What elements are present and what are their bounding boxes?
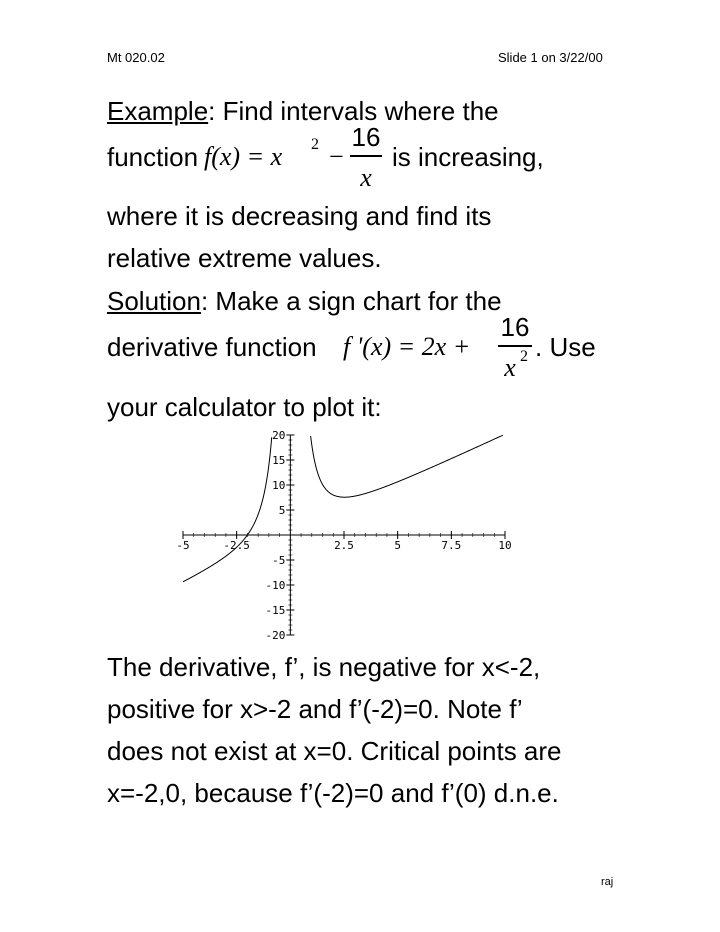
function-definition: f(x) = x bbox=[204, 142, 283, 171]
curve-left-branch bbox=[183, 437, 272, 582]
x-tick-label: 5 bbox=[394, 539, 401, 552]
derivative-fraction-bar bbox=[498, 345, 532, 347]
function-numerator: 16 bbox=[351, 122, 381, 152]
derivative-plot bbox=[175, 425, 515, 645]
x-tick-label: 7.5 bbox=[441, 539, 462, 552]
function-minus: − bbox=[329, 142, 344, 171]
derivative-definition: f '(x) = 2x + bbox=[343, 332, 471, 361]
solution-line-3: your calculator to plot it: bbox=[107, 392, 382, 422]
y-tick-label: -15 bbox=[265, 604, 286, 617]
example-line-4: relative extreme values. bbox=[107, 243, 382, 273]
x-tick-label: -2.5 bbox=[223, 539, 250, 552]
example-line-3: where it is decreasing and find its bbox=[107, 201, 492, 231]
derivative-numerator: 16 bbox=[500, 312, 530, 342]
derivative-denominator: x bbox=[504, 353, 516, 382]
example-increasing-text: is increasing, bbox=[392, 142, 544, 172]
curve-right-branch bbox=[311, 435, 503, 497]
solution-line-1 bbox=[107, 286, 502, 316]
y-tick-label: -20 bbox=[265, 629, 286, 642]
y-tick-label: -5 bbox=[272, 554, 286, 567]
x-tick-label: 2.5 bbox=[334, 539, 354, 552]
function-exponent: 2 bbox=[311, 136, 319, 153]
example-function-word: function bbox=[107, 142, 199, 172]
example-label: Example bbox=[107, 96, 209, 126]
conclusion-line-1: The derivative, f’, is negative for x<-2, bbox=[107, 652, 541, 682]
y-tick-label: 5 bbox=[278, 504, 286, 517]
conclusion-line-2: positive for x>-2 and f’(-2)=0. Note f’ bbox=[107, 694, 523, 724]
footer-initials: raj bbox=[601, 876, 614, 888]
conclusion-line-4: x=-2,0, because f’(-2)=0 and f’(0) d.n.e. bbox=[107, 778, 559, 808]
solution-derivative-text: derivative function bbox=[107, 332, 317, 362]
header-slide-info: Slide 1 on 3/22/00 bbox=[498, 50, 603, 65]
y-tick-label: 20 bbox=[272, 429, 286, 442]
derivative-exponent: 2 bbox=[520, 348, 528, 365]
y-tick-label: -10 bbox=[265, 579, 286, 592]
x-tick-label: 10 bbox=[498, 539, 512, 552]
y-tick-label: 15 bbox=[272, 454, 286, 467]
example-line-1-text: : Find intervals where the bbox=[208, 96, 499, 126]
conclusion-line-3: does not exist at x=0. Critical points are bbox=[107, 736, 562, 766]
function-fraction-bar bbox=[350, 155, 382, 157]
solution-label: Solution bbox=[107, 286, 201, 316]
y-tick-label: 10 bbox=[272, 479, 286, 492]
example-line-1 bbox=[107, 96, 499, 126]
x-tick-label: -5 bbox=[176, 539, 190, 552]
header-course: Mt 020.02 bbox=[107, 50, 165, 65]
solution-use-text: . Use bbox=[535, 332, 596, 362]
function-denominator: x bbox=[360, 163, 372, 192]
solution-line-1-text: : Make a sign chart for the bbox=[200, 286, 502, 316]
